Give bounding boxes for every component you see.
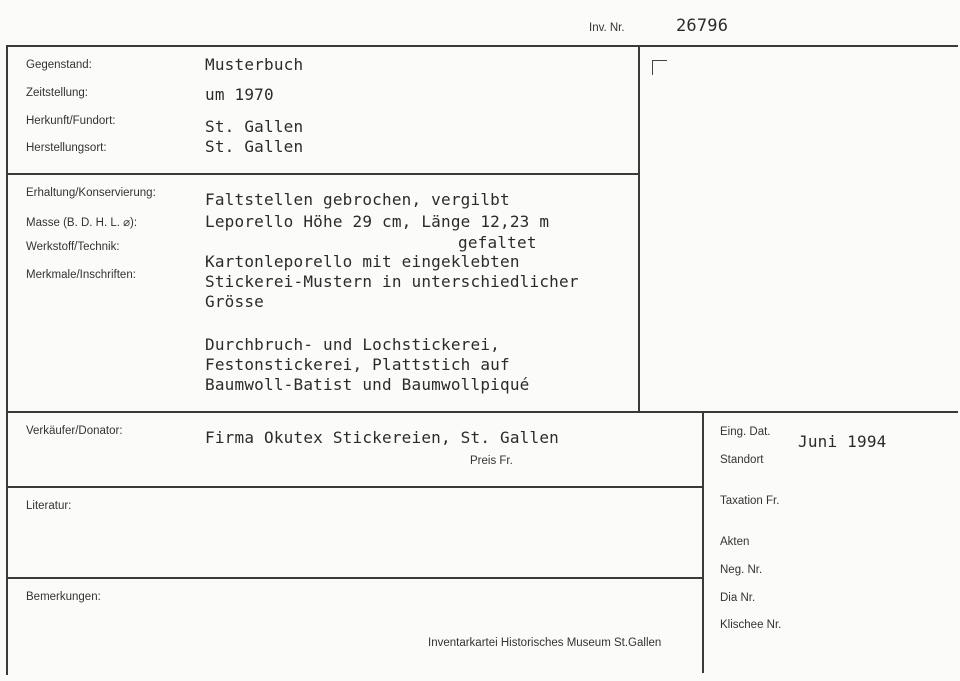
verkaeufer-value: Firma Okutex Stickereien, St. Gallen bbox=[205, 428, 559, 447]
werkstoff-line-1: Kartonleporello mit eingeklebten bbox=[205, 252, 520, 271]
divider-after-description bbox=[6, 411, 958, 413]
masse-value-continued: gefaltet bbox=[458, 233, 537, 252]
herkunft-value: St. Gallen bbox=[205, 117, 304, 136]
divider-after-seller bbox=[6, 486, 703, 488]
zeitstellung-label: Zeitstellung: bbox=[26, 87, 89, 99]
masse-value: Leporello Höhe 29 cm, Länge 12,23 m bbox=[205, 212, 550, 231]
erhaltung-value: Faltstellen gebrochen, vergilbt bbox=[205, 190, 510, 209]
herstellungsort-label: Herstellungsort: bbox=[26, 142, 107, 154]
inv-nr-label: Inv. Nr. bbox=[589, 22, 625, 34]
divider-after-provenance bbox=[6, 173, 639, 175]
left-border bbox=[6, 45, 8, 675]
werkstoff-label: Werkstoff/Technik: bbox=[26, 241, 120, 253]
herstellungsort-value: St. Gallen bbox=[205, 137, 304, 156]
werkstoff-line-2: Stickerei-Mustern in unterschiedlicher bbox=[205, 272, 579, 291]
erhaltung-label: Erhaltung/Konservierung: bbox=[26, 187, 156, 199]
middle-vertical-divider bbox=[638, 45, 640, 412]
gegenstand-value: Musterbuch bbox=[205, 55, 304, 74]
gegenstand-label: Gegenstand: bbox=[26, 59, 92, 71]
dia-nr-label: Dia Nr. bbox=[720, 592, 756, 604]
herkunft-label: Herkunft/Fundort: bbox=[26, 115, 116, 127]
taxation-label: Taxation Fr. bbox=[720, 495, 780, 507]
divider-after-literature bbox=[6, 577, 703, 579]
inv-nr-value: 26796 bbox=[676, 16, 729, 36]
masse-label: Masse (B. D. H. L. ⌀): bbox=[26, 217, 138, 229]
right-column-divider bbox=[702, 411, 704, 673]
merkmale-line-3: Baumwoll-Batist und Baumwollpiqué bbox=[205, 375, 530, 394]
eing-dat-value: Juni 1994 bbox=[798, 432, 887, 451]
klischee-nr-label: Klischee Nr. bbox=[720, 619, 782, 631]
zeitstellung-value: um 1970 bbox=[205, 85, 274, 104]
footer-imprint: Inventarkartei Historisches Museum St.Gallen bbox=[428, 637, 662, 649]
merkmale-line-2: Festonstickerei, Plattstich auf bbox=[205, 355, 510, 374]
standort-label: Standort bbox=[720, 454, 764, 466]
verkaeufer-label: Verkäufer/Donator: bbox=[26, 425, 123, 437]
top-border bbox=[6, 45, 958, 47]
photo-corner-mark bbox=[652, 60, 667, 75]
akten-label: Akten bbox=[720, 536, 750, 548]
merkmale-line-1: Durchbruch- und Lochstickerei, bbox=[205, 335, 500, 354]
bemerkungen-label: Bemerkungen: bbox=[26, 591, 101, 603]
literatur-label: Literatur: bbox=[26, 500, 72, 512]
neg-nr-label: Neg. Nr. bbox=[720, 564, 763, 576]
werkstoff-line-3: Grösse bbox=[205, 292, 264, 311]
merkmale-label: Merkmale/Inschriften: bbox=[26, 269, 136, 281]
preis-label: Preis Fr. bbox=[470, 455, 513, 467]
eing-dat-label: Eing. Dat. bbox=[720, 426, 771, 438]
